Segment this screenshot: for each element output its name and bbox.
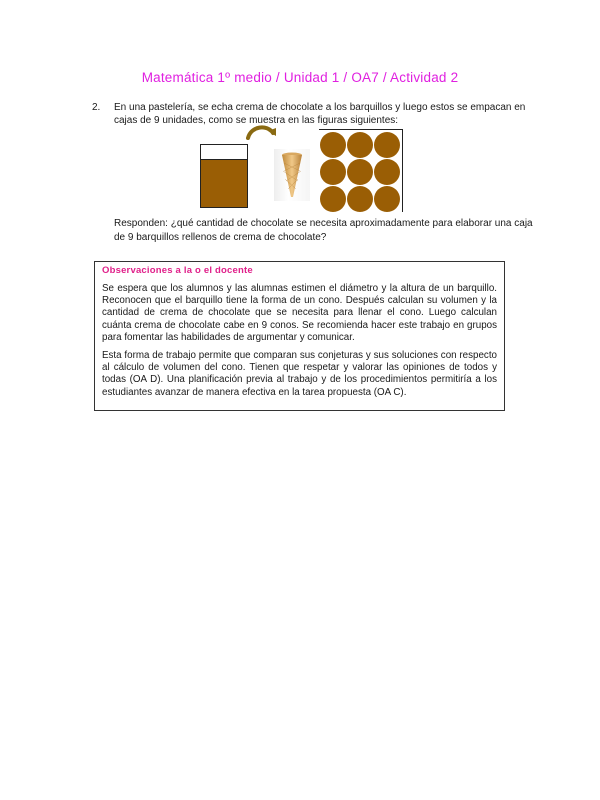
question-text: En una pastelería, se echa crema de chocolate a los barquillos y luego estos se empacan en cajas de 9 unidades, como se muestra en las figuras siguientes: [114, 102, 526, 126]
filled-cone-top [320, 132, 346, 158]
curved-arrow-icon [245, 124, 279, 140]
observations-paragraph: Se espera que los alumnos y las alumnas estimen el diámetro y la altura de un barquillo. Reconocen que el barquillo tiene la forma de un cono. Después calculan su volumen y la cantidad de crema de chocolate que se necesita para llenar el cono. Luego calculan cuánta crema de chocolate cabe en 9 conos. Se recomienda hacer este trabajo en grupos para fomentar las habilidades de argumentar y comunicar. [102, 283, 497, 343]
question-number: 2. [92, 102, 101, 113]
figures-illustration [200, 124, 420, 214]
chocolate-fill [201, 159, 247, 207]
filled-cone-top [320, 159, 346, 185]
filled-cone-top [374, 159, 400, 185]
observations-paragraph: Esta forma de trabajo permite que comparan sus conjeturas y sus soluciones con respecto al cálculo de volumen del cono. Tienen que respetar y valorar las opiniones de todos y todas (OA D). Una planificación previa al trabajo y de los procedimientos permitiría a los estudiantes avanzar de manera efectiva en la tarea propuesta (OA C). [102, 350, 497, 398]
filled-cone-top [347, 132, 373, 158]
ice-cream-cone-image [274, 149, 310, 201]
page-title: Matemática 1º medio / Unidad 1 / OA7 / Actividad 2 [141, 70, 459, 85]
observations-title: Observaciones a la o el docente [102, 265, 253, 276]
cone-icon [274, 149, 310, 201]
answer-prompt: Responden: ¿qué cantidad de chocolate se necesita aproximadamente para elaborar una caja de 9 barquillos rellenos de crema de chocolate? [114, 218, 533, 243]
filled-cone-top [374, 186, 400, 212]
teacher-observations-box [94, 261, 505, 411]
filled-cone-top [320, 186, 346, 212]
box-of-9-cones [319, 129, 403, 212]
chocolate-cream-glass [200, 144, 248, 208]
filled-cone-top [374, 132, 400, 158]
filled-cone-top [347, 186, 373, 212]
filled-cone-top [347, 159, 373, 185]
